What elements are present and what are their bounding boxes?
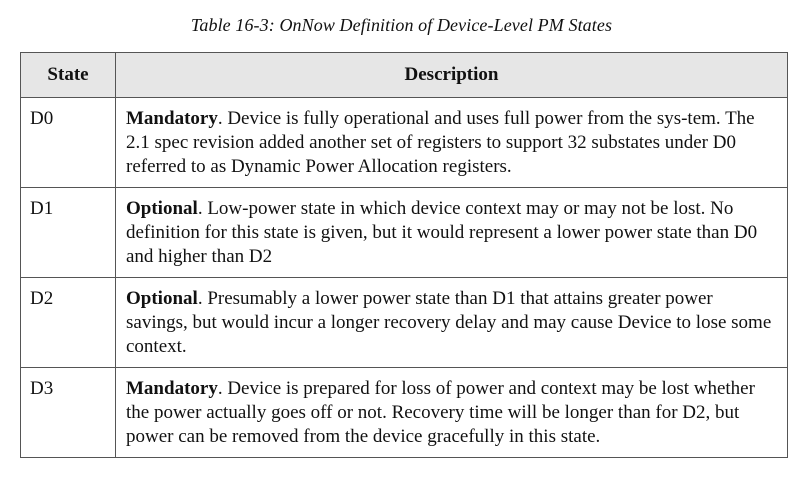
table-row <box>21 278 788 368</box>
table-body <box>21 98 788 458</box>
state-cell: D1 <box>21 188 116 278</box>
description-text: . Presumably a lower power state than D1 that attains greater power savings, but would incur a longer recovery delay and may cause Device to lose some context. <box>126 288 772 357</box>
requirement-label: Mandatory <box>126 378 218 399</box>
requirement-label: Mandatory <box>126 108 218 129</box>
state-cell: D2 <box>21 278 116 368</box>
table-row <box>21 188 788 278</box>
description-text: . Device is fully operational and uses full power from the sys-tem. The 2.1 spec revision added another set of registers to support 32 substates under D0 referred to as Dynamic Power Allocation registers. <box>126 108 755 177</box>
description-text: . Device is prepared for loss of power and context may be lost whether the power actually goes off or not. Recovery time will be longer than for D2, but power can be removed from the device gracefully in this state. <box>126 378 755 447</box>
table-row <box>21 368 788 458</box>
header-state: State <box>21 53 116 98</box>
header-row <box>21 53 788 98</box>
state-cell: D3 <box>21 368 116 458</box>
description-cell <box>116 368 788 458</box>
requirement-label: Optional <box>126 198 198 219</box>
description-cell <box>116 278 788 368</box>
table-row <box>21 98 788 188</box>
state-cell: D0 <box>21 98 116 188</box>
table-caption: Table 16-3: OnNow Definition of Device-Level PM States <box>190 15 613 35</box>
description-cell <box>116 188 788 278</box>
pm-states-table <box>20 52 788 458</box>
requirement-label: Optional <box>126 288 198 309</box>
description-cell <box>116 98 788 188</box>
table-header <box>21 53 788 98</box>
description-text: . Low-power state in which device context may or may not be lost. No definition for this state is given, but it would represent a lower power state than D0 and higher than D2 <box>126 198 758 267</box>
header-description: Description <box>116 53 788 98</box>
